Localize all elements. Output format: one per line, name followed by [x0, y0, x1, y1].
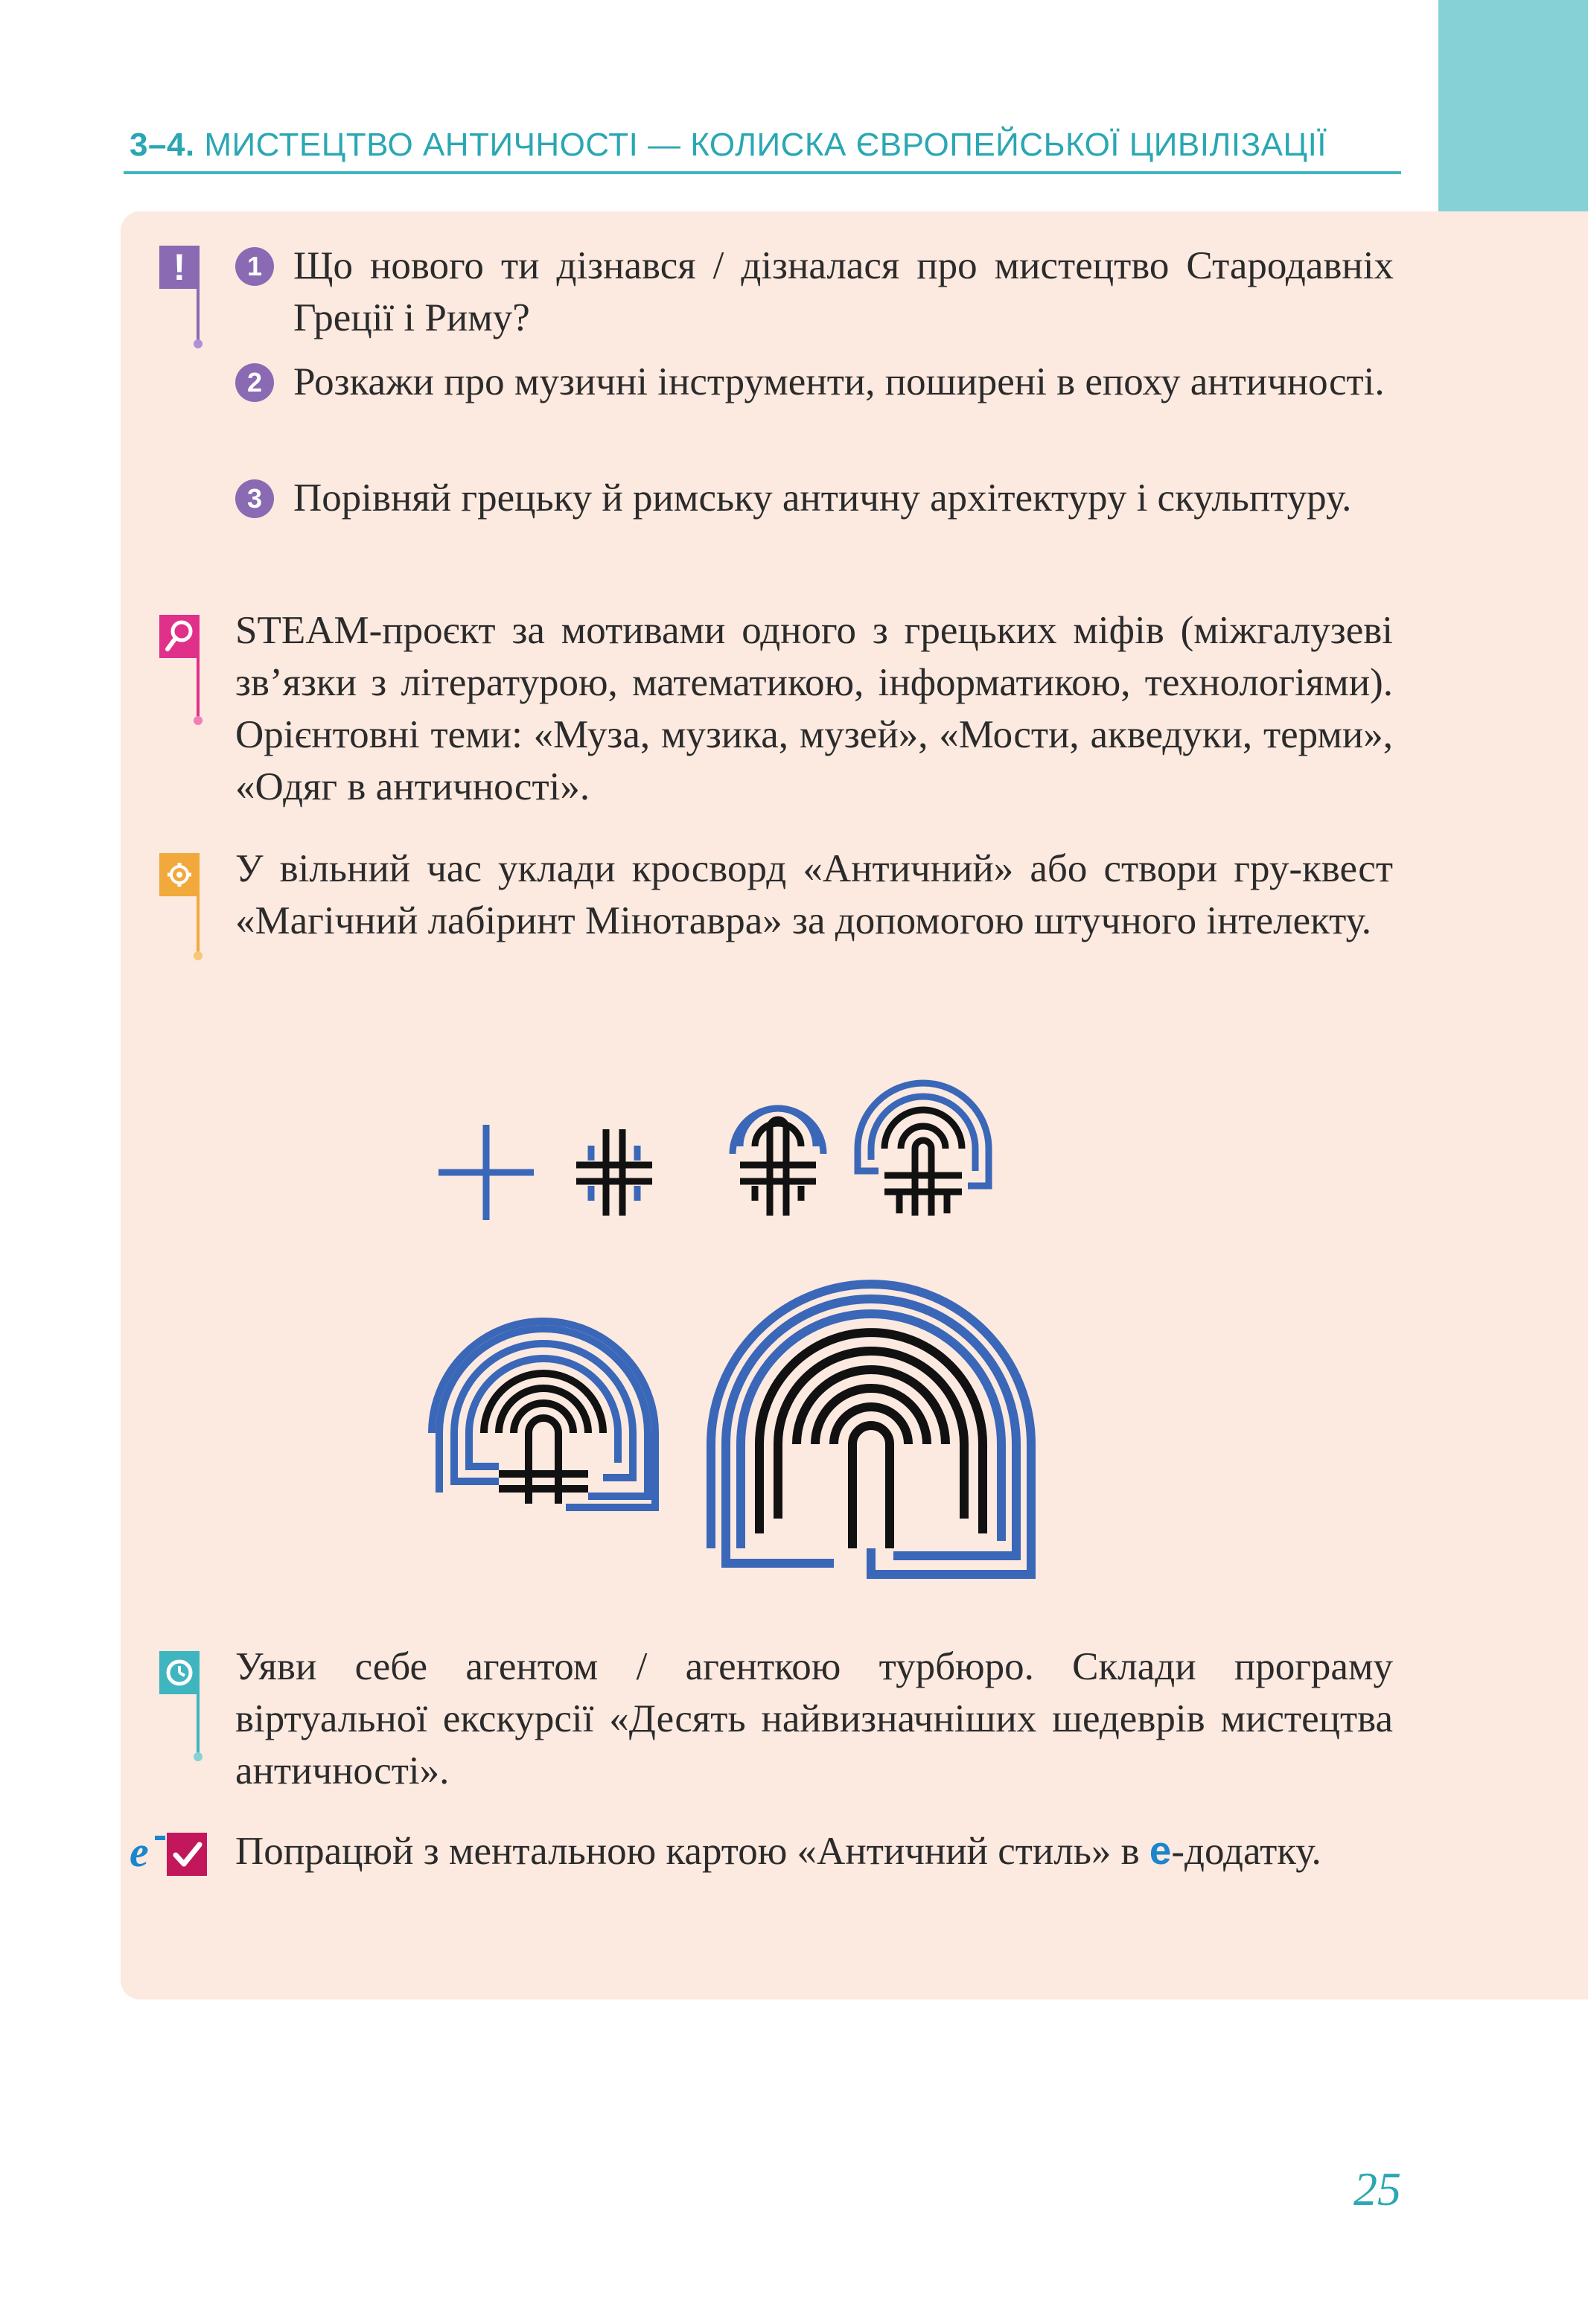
gear-icon [159, 853, 200, 896]
question-1 [235, 240, 1393, 344]
chapter-number: 3–4. [130, 127, 195, 163]
e-letter-icon: e [130, 1827, 149, 1876]
page-number: 25 [1353, 2162, 1401, 2215]
e-app-link[interactable]: e [1149, 1829, 1172, 1873]
chapter-title [130, 127, 1327, 164]
labyrinth-step-5 [432, 1321, 655, 1507]
check-icon [167, 1833, 207, 1876]
chapter-header [124, 125, 1401, 174]
labyrinth-step-2 [576, 1129, 652, 1216]
labyrinth-step-6 [711, 1284, 1031, 1574]
tour-task-text: Уяви себе агентом / агенткою турбюро. Склади програму віртуальної екскурсії «Десять найвизначніших шедеврів мистецтва античності». [235, 1645, 1393, 1793]
chapter-title-text: МИСТЕЦТВО АНТИЧНОСТІ — КОЛИСКА ЄВРОПЕЙСЬКОЇ ЦИВІЛІЗАЦІЇ [204, 127, 1327, 163]
question-2 [235, 356, 1393, 460]
question-number: 1 [235, 247, 274, 286]
question-text: Розкажи про музичні інструменти, поширені в епоху античності. [293, 360, 1385, 403]
question-number: 3 [235, 479, 274, 518]
free-time-text: У вільний час уклади кросворд «Античний» або створи гру-квест «Магічний лабіринт Мінотавра» за допомогою штучного інтелекту. [235, 847, 1393, 942]
labyrinth-step-1 [439, 1125, 534, 1220]
page-tab-corner [1438, 0, 1588, 211]
e-task-text: Попрацюй з ментальною картою «Античний стиль» в e-додатку. [235, 1829, 1321, 1873]
question-text: Що нового ти дізнався / дізналася про мистецтво Стародавніх Греції і Риму? [293, 244, 1394, 339]
clock-icon [159, 1651, 200, 1694]
labyrinth-step-3 [733, 1108, 823, 1216]
labyrinth-step-4 [858, 1083, 989, 1216]
question-number: 2 [235, 363, 274, 402]
labyrinth-construction-illustration [417, 1027, 1161, 1593]
magnifier-icon [159, 615, 200, 658]
question-text: Порівняй грецьку й римську античну архітектуру і скульптуру. [293, 476, 1352, 520]
steam-project-text: STEAM-проєкт за мотивами одного з грецьких міфів (міжгалузеві зв’язки з літературою, математикою, інформатикою, технологіями). Орієнтовні теми: «Муза, музика, музей», «Мости, акведуки, терми», «Одяг в античності». [235, 609, 1393, 808]
question-3 [235, 472, 1393, 576]
exclamation-icon: ! [159, 246, 200, 289]
